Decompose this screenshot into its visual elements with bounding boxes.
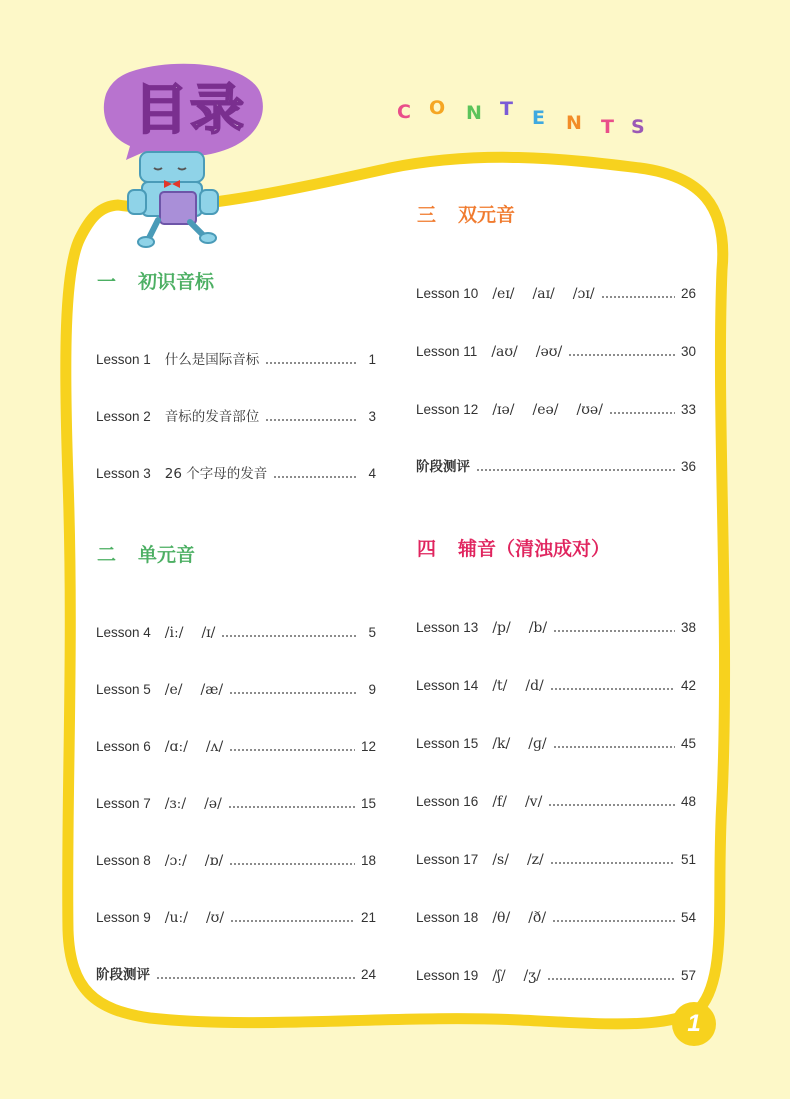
section-label: 单元音: [138, 544, 196, 566]
page-number-ref: 5: [368, 625, 376, 640]
phonetic-symbol: /e/: [164, 682, 183, 698]
leader-dots: [273, 476, 356, 478]
phonetic-symbol: /p/: [492, 620, 511, 636]
leader-dots: [476, 469, 675, 471]
phonetic-symbol: /ɪ/: [201, 625, 216, 641]
leader-dots: [229, 749, 355, 751]
leader-dots: [550, 862, 675, 864]
leader-dots: [550, 688, 675, 690]
leader-dots: [553, 746, 675, 748]
phonetic-symbol: /b/: [528, 620, 548, 636]
lesson-label: Lesson 16: [416, 794, 479, 809]
page-number-ref: 26: [680, 286, 696, 301]
leader-dots: [156, 977, 355, 979]
phonetic-symbol: /ʊ/: [205, 910, 225, 926]
toc-row-lesson-13[interactable]: [416, 618, 696, 638]
page-number-ref: 36: [680, 459, 696, 474]
lesson-label: Lesson 3: [96, 466, 151, 481]
page-number-ref: 1: [368, 352, 376, 367]
lesson-label: Lesson 8: [96, 853, 151, 868]
page-number-ref: 57: [680, 968, 696, 983]
leader-dots: [229, 692, 356, 694]
toc-row-lesson-17[interactable]: [416, 850, 696, 870]
phonetic-symbol: /ɪə/: [492, 402, 515, 418]
phonetic-symbol: /eə/: [532, 402, 559, 418]
lesson-label: Lesson 9: [96, 910, 151, 925]
contents-letter: N: [466, 102, 482, 124]
phonetic-symbol: /ɑː/: [164, 739, 188, 755]
toc-row-lesson-12[interactable]: [416, 400, 696, 420]
phonetic-symbol: /ɔː/: [164, 853, 187, 869]
phonetic-symbol: /ɒ/: [204, 853, 224, 869]
lesson-label: Lesson 2: [96, 409, 151, 424]
leader-dots: [228, 806, 355, 808]
phonetic-symbol: /ð/: [528, 910, 547, 926]
section-number: 三: [417, 204, 437, 226]
leader-dots: [221, 635, 356, 637]
page-number-ref: 51: [680, 852, 696, 867]
contents-letter: N: [566, 112, 582, 134]
toc-row-lesson-18[interactable]: [416, 908, 696, 928]
leader-dots: [553, 630, 675, 632]
lesson-label: Lesson 19: [416, 968, 479, 983]
contents-letter: C: [397, 101, 411, 123]
lesson-label: Lesson 5: [96, 682, 151, 697]
phonetic-symbol: /s/: [492, 852, 509, 868]
leader-dots: [230, 920, 355, 922]
contents-letter: S: [631, 116, 645, 138]
toc-row-lesson-1[interactable]: [96, 350, 376, 370]
section-4-title: [417, 537, 610, 561]
phonetic-symbol: /eɪ/: [492, 286, 515, 302]
page-number-ref: 9: [368, 682, 376, 697]
contents-letter: E: [532, 107, 545, 129]
phonetic-symbol: /v/: [524, 794, 543, 810]
phonetic-symbol: /θ/: [492, 910, 511, 926]
lesson-topic: 26 个字母的发音: [164, 466, 268, 482]
phonetic-symbol: /æ/: [200, 682, 224, 698]
phonetic-symbol: /ɔɪ/: [572, 286, 595, 302]
section-number: 四: [417, 538, 437, 560]
phonetic-symbol: /ʌ/: [205, 739, 224, 755]
lesson-label: Lesson 11: [416, 344, 478, 359]
toc-row-lesson-2[interactable]: [96, 407, 376, 427]
lesson-label: Lesson 18: [416, 910, 479, 925]
toc-row-lesson-15[interactable]: [416, 734, 696, 754]
section-3-title: [417, 203, 515, 227]
lesson-topic: 音标的发音部位: [164, 409, 260, 425]
page-number-ref: 12: [360, 739, 376, 754]
phonetic-symbol: /uː/: [164, 910, 188, 926]
phonetic-symbol: /ʃ/: [492, 968, 506, 984]
toc-row-lesson-6[interactable]: [96, 737, 376, 757]
contents-letter: O: [429, 97, 446, 119]
page-title: 目录: [134, 78, 246, 141]
page-number-ref: 18: [360, 853, 376, 868]
phonetic-symbol: /ʒ/: [523, 968, 541, 984]
leader-dots: [548, 804, 675, 806]
phonetic-symbol: /z/: [526, 852, 544, 868]
phonetic-symbol: /d/: [525, 678, 544, 694]
lesson-label: Lesson 7: [96, 796, 151, 811]
page-number-ref: 33: [680, 402, 696, 417]
section-number: 一: [97, 271, 117, 293]
toc-row-lesson-16[interactable]: [416, 792, 696, 812]
page-number-ref: 15: [360, 796, 376, 811]
leader-dots: [547, 978, 675, 980]
robot-mascot-icon: [122, 150, 232, 250]
toc-row-lesson-7[interactable]: [96, 794, 376, 814]
toc-row-lesson-5[interactable]: [96, 680, 376, 700]
section-label: 双元音: [458, 204, 516, 226]
page-number-badge: 1: [672, 1002, 716, 1046]
leader-dots: [609, 412, 675, 414]
phonetic-symbol: /ɡ/: [528, 736, 547, 752]
leader-dots: [568, 354, 675, 356]
section-label: 初识音标: [138, 271, 215, 293]
toc-row-lesson-8[interactable]: [96, 851, 376, 871]
leader-dots: [265, 362, 356, 364]
page-number-ref: 48: [680, 794, 696, 809]
page-number-ref: 42: [680, 678, 696, 693]
review-label: 阶段测评: [416, 459, 470, 475]
page-number-ref: 30: [680, 344, 696, 359]
phonetic-symbol: /aʊ/: [491, 344, 518, 360]
leader-dots: [265, 419, 356, 421]
section-2-title: [97, 543, 195, 567]
lesson-label: Lesson 4: [96, 625, 151, 640]
toc-row-review-1[interactable]: [96, 965, 376, 985]
lesson-label: Lesson 6: [96, 739, 151, 754]
lesson-label: Lesson 10: [416, 286, 479, 301]
phonetic-symbol: /aɪ/: [532, 286, 555, 302]
toc-row-lesson-11[interactable]: [416, 342, 696, 362]
page-number-ref: 38: [680, 620, 696, 635]
phonetic-symbol: /t/: [492, 678, 508, 694]
lesson-label: Lesson 14: [416, 678, 479, 693]
section-number: 二: [97, 544, 117, 566]
page-number-ref: 4: [368, 466, 376, 481]
toc-row-review-2[interactable]: [416, 457, 696, 477]
page-number-ref: 21: [360, 910, 376, 925]
lesson-label: Lesson 12: [416, 402, 479, 417]
phonetic-symbol: /f/: [492, 794, 507, 810]
phonetic-symbol: /k/: [492, 736, 511, 752]
page-number-ref: 3: [368, 409, 376, 424]
page-number-ref: 45: [680, 736, 696, 751]
phonetic-symbol: /ʊə/: [576, 402, 603, 418]
leader-dots: [229, 863, 355, 865]
section-label: 辅音（清浊成对）: [458, 538, 611, 560]
toc-row-lesson-14[interactable]: [416, 676, 696, 696]
page-number-ref: 54: [680, 910, 696, 925]
lesson-label: Lesson 1: [96, 352, 151, 367]
lesson-label: Lesson 15: [416, 736, 479, 751]
page-number-ref: 24: [360, 967, 376, 982]
toc-row-lesson-9[interactable]: [96, 908, 376, 928]
lesson-topic: 什么是国际音标: [164, 352, 260, 368]
toc-row-lesson-3[interactable]: [96, 464, 376, 484]
toc-row-lesson-19[interactable]: [416, 966, 696, 986]
contents-letter: T: [601, 116, 614, 138]
phonetic-symbol: /əʊ/: [535, 344, 563, 360]
section-1-title: [97, 270, 214, 294]
phonetic-symbol: /ə/: [204, 796, 222, 812]
leader-dots: [601, 296, 675, 298]
lesson-label: Lesson 13: [416, 620, 479, 635]
toc-row-lesson-4[interactable]: [96, 623, 376, 643]
review-label: 阶段测评: [96, 967, 150, 983]
toc-row-lesson-10[interactable]: [416, 284, 696, 304]
lesson-label: Lesson 17: [416, 852, 479, 867]
phonetic-symbol: /iː/: [164, 625, 184, 641]
contents-letter: T: [500, 98, 513, 120]
phonetic-symbol: /ɜː/: [164, 796, 187, 812]
leader-dots: [552, 920, 675, 922]
